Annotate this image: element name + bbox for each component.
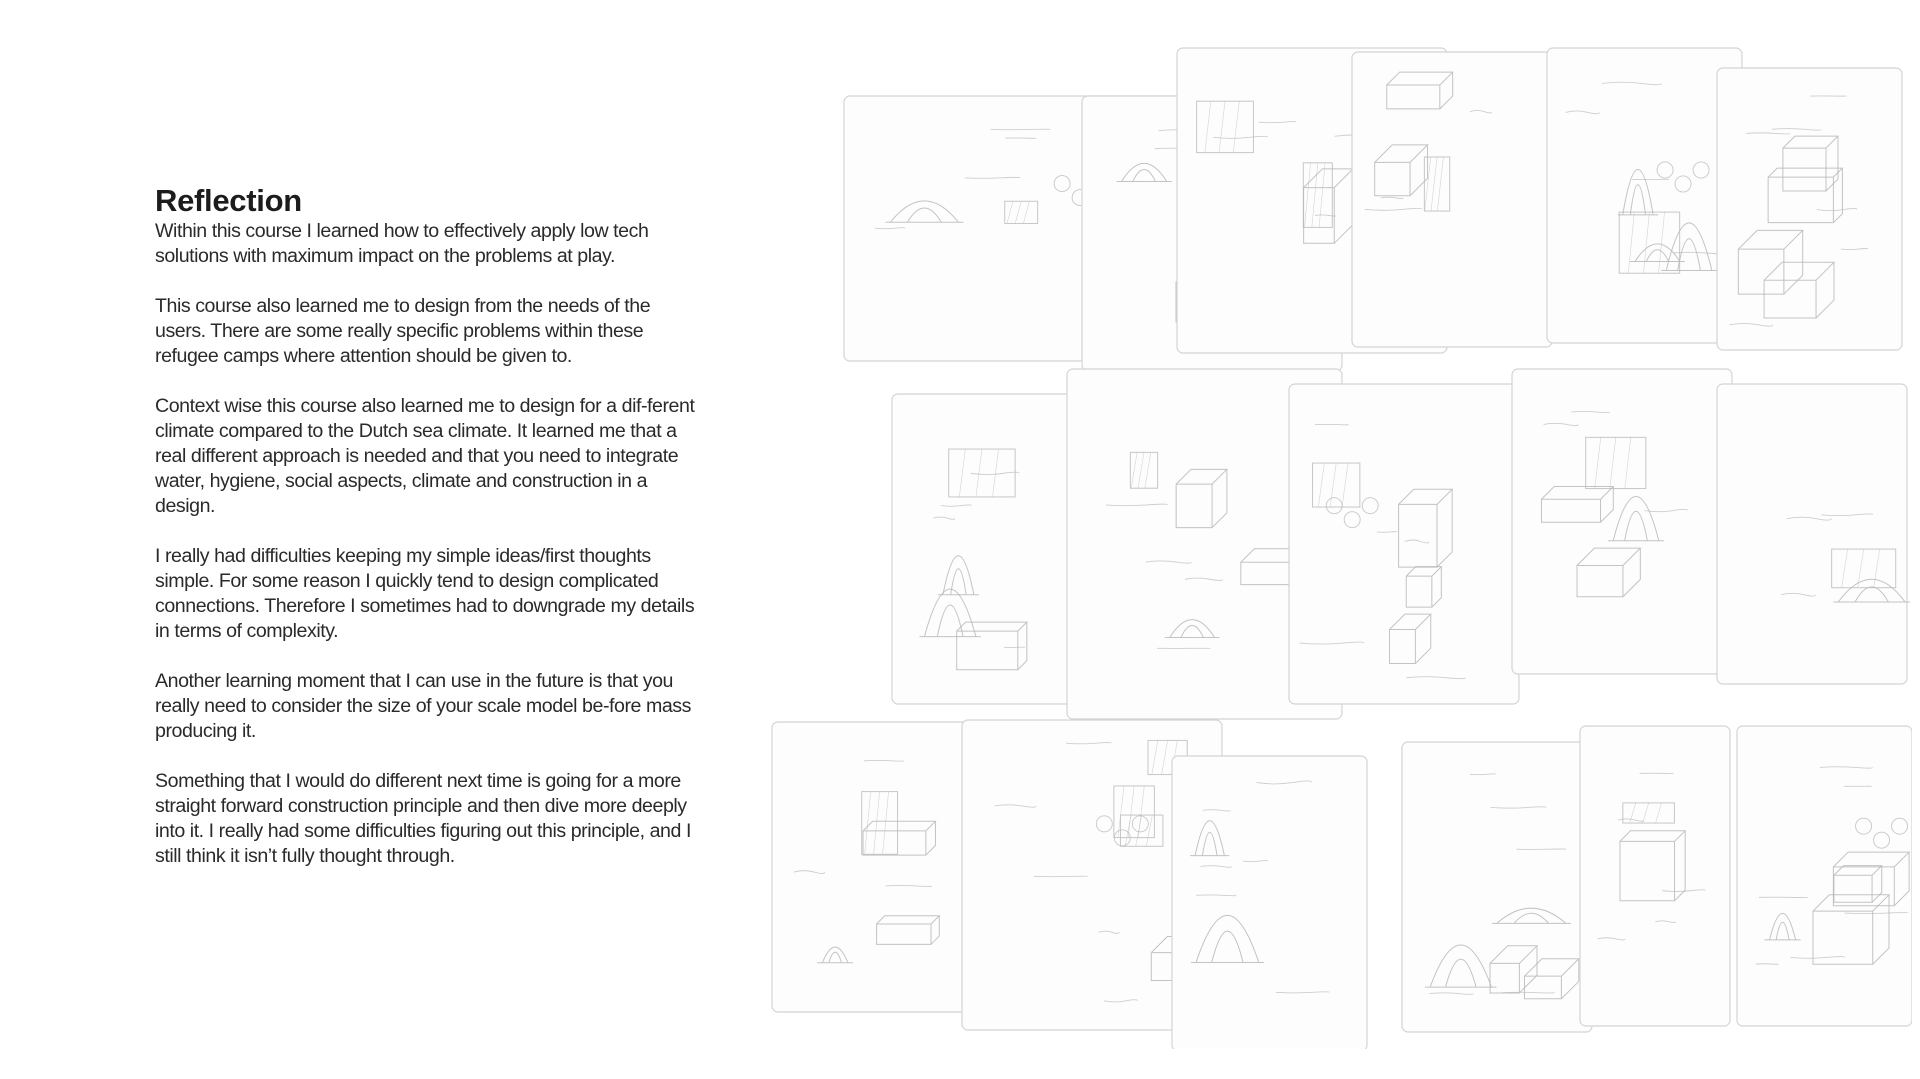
sketchbook-collage-image bbox=[762, 44, 1912, 1049]
sketch-page bbox=[1717, 68, 1902, 350]
sketch-page bbox=[1737, 726, 1912, 1026]
reflection-paragraph: Another learning moment that I can use in the future is that you really need to consider the size of your scale model be-fore mass producing it. bbox=[155, 670, 691, 742]
sketch-page bbox=[1717, 384, 1910, 684]
sketch-page bbox=[1352, 52, 1552, 347]
reflection-paragraph: Context wise this course also learned me to design for a dif-ferent climate compared to the Dutch sea climate. It learned me that a real different approach is needed and that you need to integrate water, hygiene, social aspects, climate and construction in a design. bbox=[155, 395, 695, 517]
reflection-paragraph: Within this course I learned how to effectively apply low tech solutions with maximum impact on the problems at play. bbox=[155, 220, 649, 267]
sketch-drawings bbox=[762, 44, 1912, 1049]
sketch-page bbox=[1547, 48, 1742, 343]
sketch-page bbox=[1172, 756, 1367, 1049]
sketch-page bbox=[1512, 369, 1732, 674]
reflection-paragraph: This course also learned me to design from the needs of the users. There are some really specific problems within these refugee camps where attention should be given to. bbox=[155, 295, 651, 367]
sketch-page bbox=[1580, 726, 1730, 1026]
sketch-page bbox=[1402, 742, 1592, 1032]
reflection-paragraph: I really had difficulties keeping my simple ideas/first thoughts simple. For some reason I quickly tend to design complicated connections. Therefore I sometimes had to downgrade my details in terms of complexity. bbox=[155, 545, 695, 642]
reflection-paragraph: Something that I would do different next time is going for a more straight forward construction principle and then dive more deeply into it. I really had some difficulties figuring out this principle, and I still think it isn’t fully thought through. bbox=[155, 770, 691, 867]
sketch-page bbox=[1289, 384, 1519, 704]
sketch-page bbox=[772, 722, 972, 1012]
page-title: Reflection bbox=[155, 183, 302, 218]
reflection-section bbox=[155, 183, 695, 869]
